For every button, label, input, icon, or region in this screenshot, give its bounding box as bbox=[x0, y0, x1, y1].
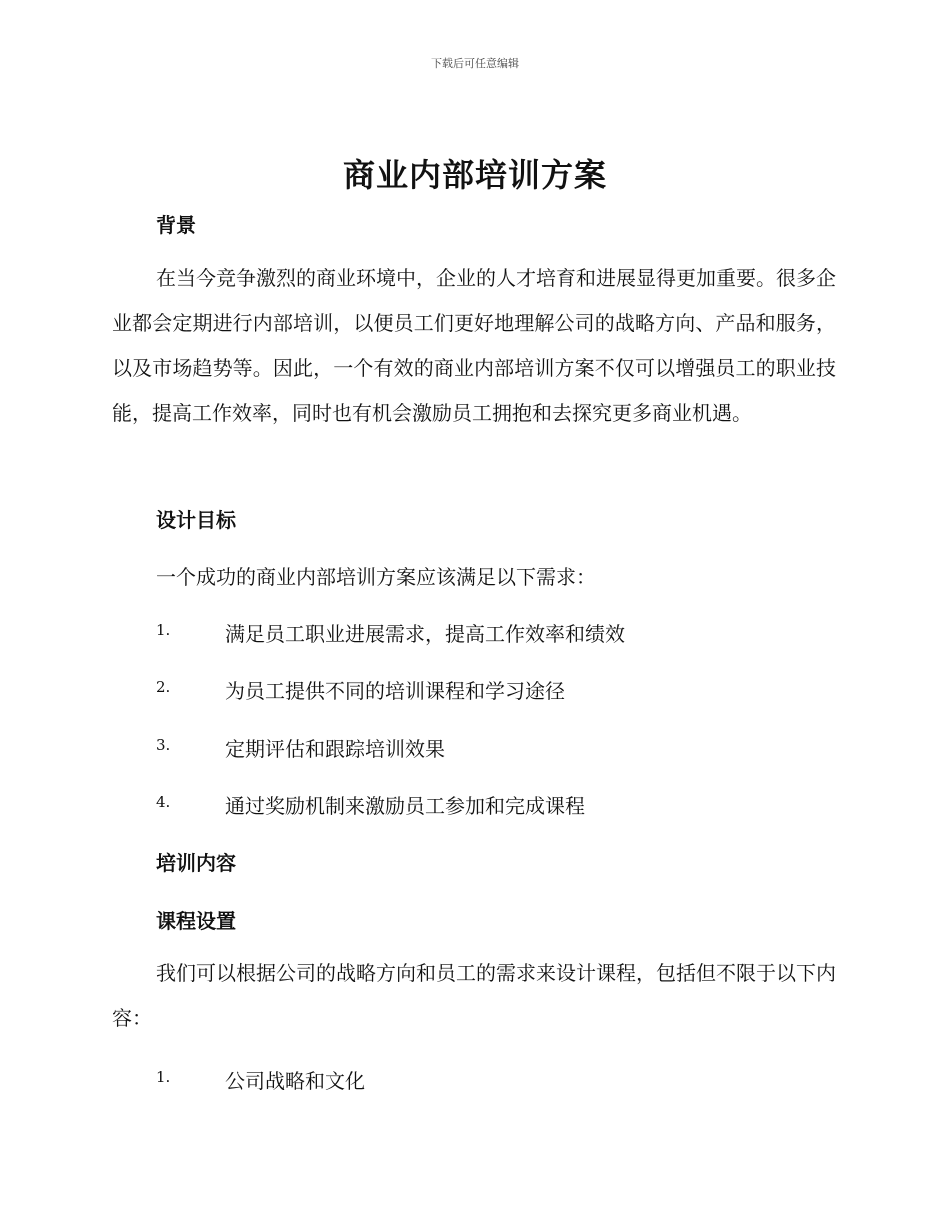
paragraph-background: 在当今竞争激烈的商业环境中，企业的人才培育和进展显得更加重要。很多企业都会定期进行内部培训，以便员工们更好地理解公司的战略方向、产品和服务，以及市场趋势等。因此，一个有效的商业内部培训方案不仅可以增强员工的职业技能，提高工作效率，同时也有机会激励员工拥抱和去探究更多商业机遇。 bbox=[112, 266, 836, 425]
heading-background: 背景 bbox=[156, 213, 196, 237]
list-item bbox=[156, 1065, 856, 1093]
list-number: 1. bbox=[156, 621, 171, 639]
list-item bbox=[156, 675, 856, 703]
list-number: 3. bbox=[156, 736, 171, 754]
list-text: 通过奖励机制来激励员工参加和完成课程 bbox=[225, 794, 585, 818]
list-item bbox=[156, 618, 856, 646]
header-note: 下载后可任意编辑 bbox=[431, 57, 519, 70]
list-number: 2. bbox=[156, 678, 171, 696]
list-text: 满足员工职业进展需求，提高工作效率和绩效 bbox=[225, 622, 625, 646]
list-text: 为员工提供不同的培训课程和学习途径 bbox=[225, 679, 565, 703]
list-item bbox=[156, 733, 856, 761]
list-text: 定期评估和跟踪培训效果 bbox=[225, 737, 445, 761]
heading-training-content: 培训内容 bbox=[156, 851, 236, 875]
heading-course-setup: 课程设置 bbox=[156, 909, 236, 933]
document-title: 商业内部培训方案 bbox=[342, 156, 607, 194]
list-number: 1. bbox=[156, 1068, 171, 1086]
list-item bbox=[156, 790, 856, 818]
list-number: 4. bbox=[156, 793, 171, 811]
paragraph-course-setup: 我们可以根据公司的战略方向和员工的需求来设计课程，包括但不限于以下内容： bbox=[112, 961, 836, 1030]
list-text: 公司战略和文化 bbox=[225, 1069, 365, 1093]
design-goals-intro: 一个成功的商业内部培训方案应该满足以下需求： bbox=[156, 565, 596, 589]
heading-design-goals: 设计目标 bbox=[156, 508, 236, 532]
